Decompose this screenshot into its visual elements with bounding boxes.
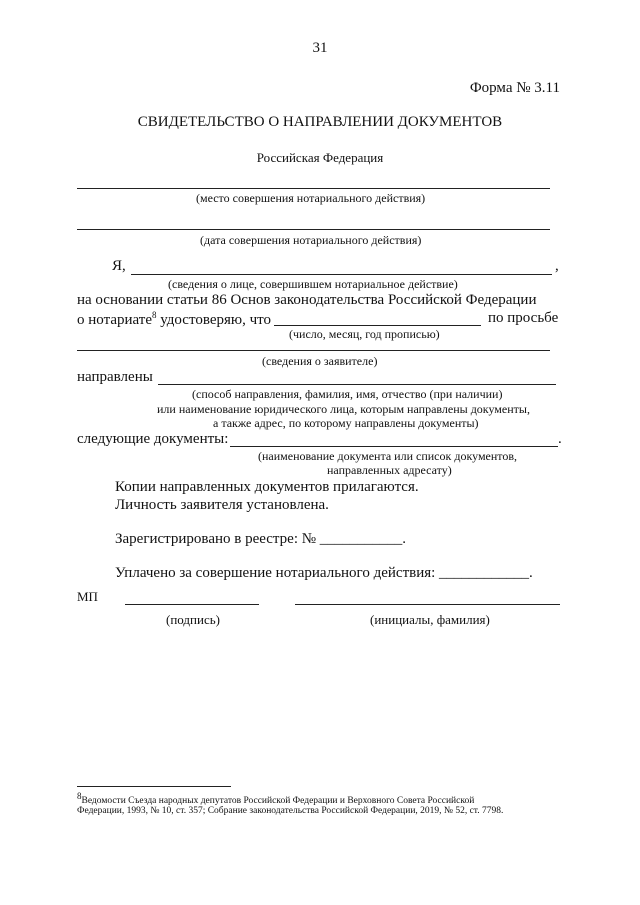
certify-line: [77, 310, 271, 329]
notary-line: [131, 274, 552, 275]
sent-label: направлены: [77, 369, 153, 385]
signature-line: [125, 604, 259, 605]
registry-text: Зарегистрировано в реестре: № ___________.: [115, 531, 407, 547]
docs-caption-1: (наименование документа или список документов,: [258, 449, 518, 463]
page-number: 31: [312, 40, 328, 56]
footnote-mark: 8: [152, 310, 157, 320]
docs-line: [230, 446, 558, 447]
footnote-line-1: $^8$Ведомости Съезда народных депутатов Российской Федерации и Верховного Совета Российской: [77, 791, 475, 807]
date-line: [77, 229, 550, 230]
sent-caption-3: а также адрес, по которому направлены документы): [213, 416, 479, 430]
initials-line: [295, 604, 560, 605]
date-caption: (дата совершения нотариального действия): [200, 233, 422, 247]
paid-text: Уплачено за совершение нотариального действия: ____________.: [115, 565, 533, 581]
applicant-line: [77, 350, 550, 351]
sent-caption-1: (способ направления, фамилия, имя, отчество (при наличии): [192, 387, 503, 401]
notary-caption: (сведения о лице, совершившем нотариальное действие): [168, 277, 458, 291]
docs-caption-2: направленных адресату): [327, 463, 452, 477]
sent-caption-2: или наименование юридического лица, которым направлены документы,: [157, 402, 530, 416]
date-words-line: [274, 325, 481, 326]
signature-caption: (подпись): [166, 612, 220, 627]
form-number: Форма № 3.11: [469, 80, 560, 96]
place-line: [77, 188, 550, 189]
certify-suffix: удостоверяю, что: [156, 312, 271, 328]
docs-end: .: [558, 431, 562, 447]
applicant-caption: (сведения о заявителе): [262, 354, 378, 368]
seal-label: МП: [77, 589, 98, 604]
basis-line: на основании статьи 86 Основ законодательства Российской Федерации: [77, 292, 537, 308]
identity-text: Личность заявителя установлена.: [115, 497, 329, 513]
certify-prefix: о нотариате: [77, 312, 152, 328]
copies-text: Копии направленных документов прилагаются.: [115, 479, 419, 495]
footnote-ref: 8: [77, 791, 82, 801]
at-request-text: по просьбе: [488, 310, 559, 326]
date-words-caption: (число, месяц, год прописью): [289, 327, 440, 341]
i-end: ,: [555, 258, 559, 274]
footnote-line-2: Федерации, 1993, № 10, ст. 357; Собрание законодательства Российской Федерации, 2019, № 52, ст. 7798.: [77, 806, 504, 816]
country-name: Российская Федерация: [256, 150, 384, 165]
sent-line: [158, 384, 556, 385]
docs-label: следующие документы:: [77, 431, 229, 447]
footnote-separator: [77, 786, 231, 787]
initials-caption: (инициалы, фамилия): [370, 612, 490, 627]
i-label: Я,: [112, 258, 126, 274]
place-caption: (место совершения нотариального действия): [196, 191, 426, 205]
document-title: СВИДЕТЕЛЬСТВО О НАПРАВЛЕНИИ ДОКУМЕНТОВ: [137, 114, 503, 130]
